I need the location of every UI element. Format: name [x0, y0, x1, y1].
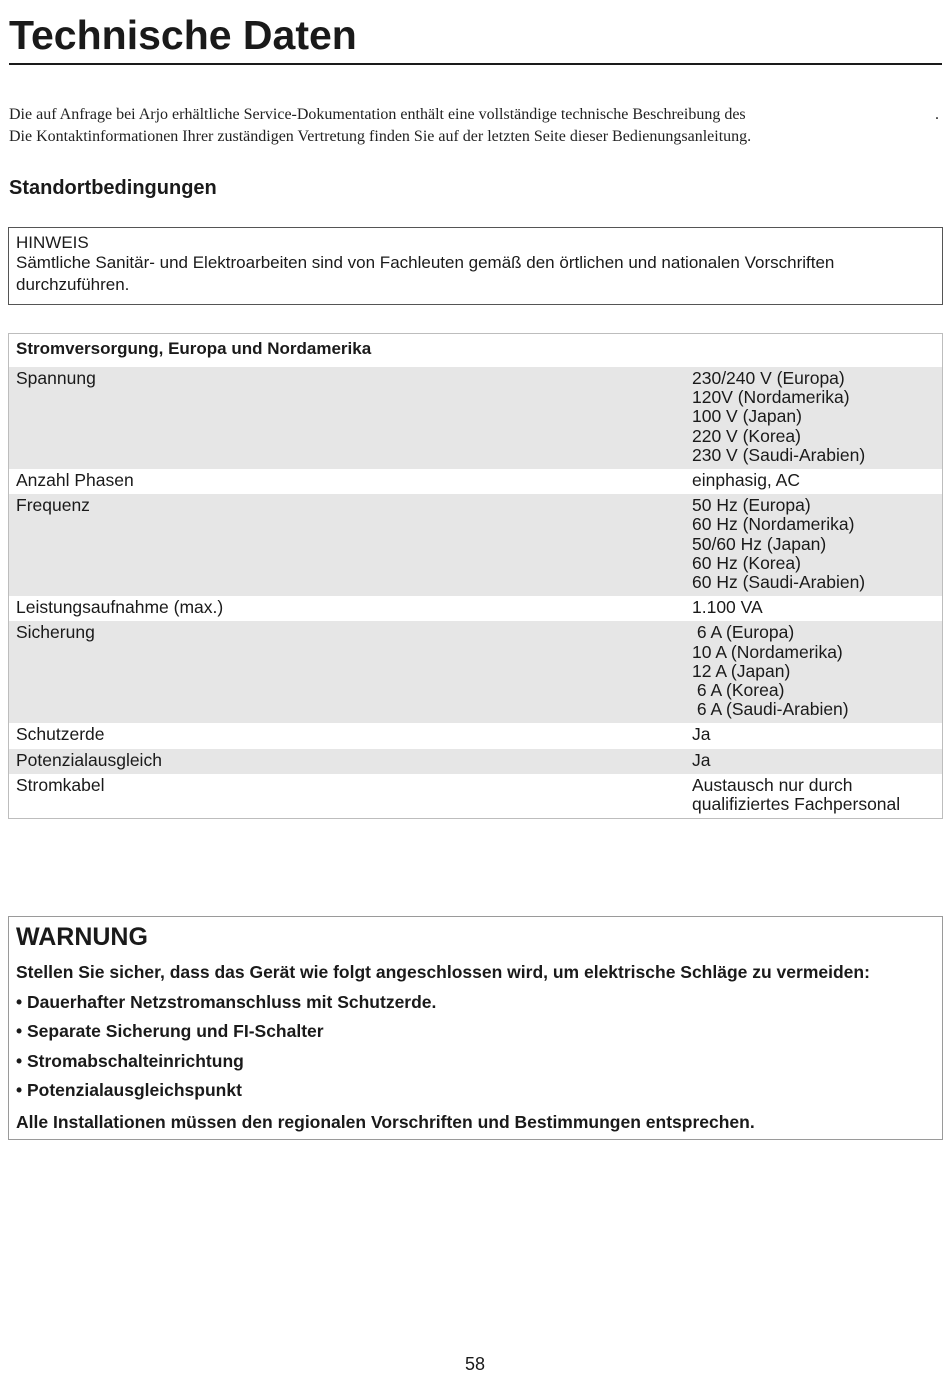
section-heading: Standortbedingungen — [9, 177, 217, 199]
row-label: Anzahl Phasen — [16, 470, 134, 491]
row-label: Potenzialausgleich — [16, 749, 162, 770]
row-label: Spannung — [16, 368, 96, 388]
table-header: Stromversorgung, Europa und Nordamerika — [9, 334, 942, 367]
intro-line-1-text: Die auf Anfrage bei Arjo erhältliche Service-Dokumentation enthält eine vollständige technische Beschreibung des — [9, 106, 746, 123]
table-row — [9, 367, 942, 469]
page-number: 58 — [464, 1354, 486, 1374]
row-value: 6 A (Europa) 10 A (Nordamerika) 12 A (Japan) 6 A (Korea) 6 A (Saudi-Arabien) — [692, 622, 849, 720]
row-label: Schutzerde — [16, 724, 105, 745]
intro-line-1 — [9, 104, 942, 126]
table-row — [9, 469, 942, 494]
table-row — [9, 494, 942, 596]
table-row — [9, 596, 942, 621]
warning-closing: Alle Installationen müssen den regionalen Vorschriften und Bestimmungen entsprechen. — [16, 1112, 755, 1132]
title-divider — [9, 63, 942, 65]
intro-line-1-end: . — [935, 106, 939, 123]
row-label: Frequenz — [16, 495, 90, 516]
row-value: 50 Hz (Europa) 60 Hz (Nordamerika) 50/60 Hz (Japan) 60 Hz (Korea) 60 Hz (Saudi-Arabien) — [692, 495, 866, 593]
row-value: einphasig, AC — [692, 470, 800, 491]
table-row — [9, 621, 942, 723]
list-item: • Separate Sicherung und FI-Schalter — [16, 1021, 324, 1041]
warning-title: WARNUNG — [16, 923, 148, 951]
list-item: • Stromabschalteinrichtung — [16, 1050, 244, 1071]
note-text: Sämtliche Sanitär- und Elektroarbeiten sind von Fachleuten gemäß den örtlichen und nationalen Vorschriften durchzuführen. — [16, 253, 835, 294]
table-row — [9, 774, 942, 818]
power-supply-table — [8, 333, 943, 819]
intro-paragraph — [9, 104, 942, 148]
row-value: Austausch nur durch qualifiziertes Fachpersonal — [692, 774, 901, 815]
note-box — [8, 227, 943, 305]
row-value: Ja — [692, 724, 711, 745]
warning-lead: Stellen Sie sicher, dass das Gerät wie folgt angeschlossen wird, um elektrische Schläge zu vermeiden: — [16, 962, 870, 982]
warning-box — [8, 916, 943, 1140]
row-label: Sicherung — [16, 622, 95, 643]
row-value: 1.100 VA — [692, 597, 763, 618]
table-row — [9, 723, 942, 748]
table-row — [9, 749, 942, 774]
row-value: 230/240 V (Europa) 120V (Nordamerika) 100 V (Japan) 220 V (Korea) 230 V (Saudi-Arabien) — [692, 368, 866, 465]
note-label: HINWEIS — [16, 233, 89, 252]
warning-list — [16, 992, 935, 1101]
page-title: Technische Daten — [9, 12, 357, 58]
list-item: • Potenzialausgleichspunkt — [16, 1080, 242, 1100]
row-label: Stromkabel — [16, 774, 105, 795]
intro-line-2: Die Kontaktinformationen Ihrer zuständigen Vertretung finden Sie auf der letzten Seite dieser Bedienungsanleitung. — [9, 128, 752, 145]
row-label: Leistungsaufnahme (max.) — [16, 597, 224, 618]
list-item: • Dauerhafter Netzstromanschluss mit Schutzerde. — [16, 991, 437, 1012]
row-value: Ja — [692, 749, 711, 770]
